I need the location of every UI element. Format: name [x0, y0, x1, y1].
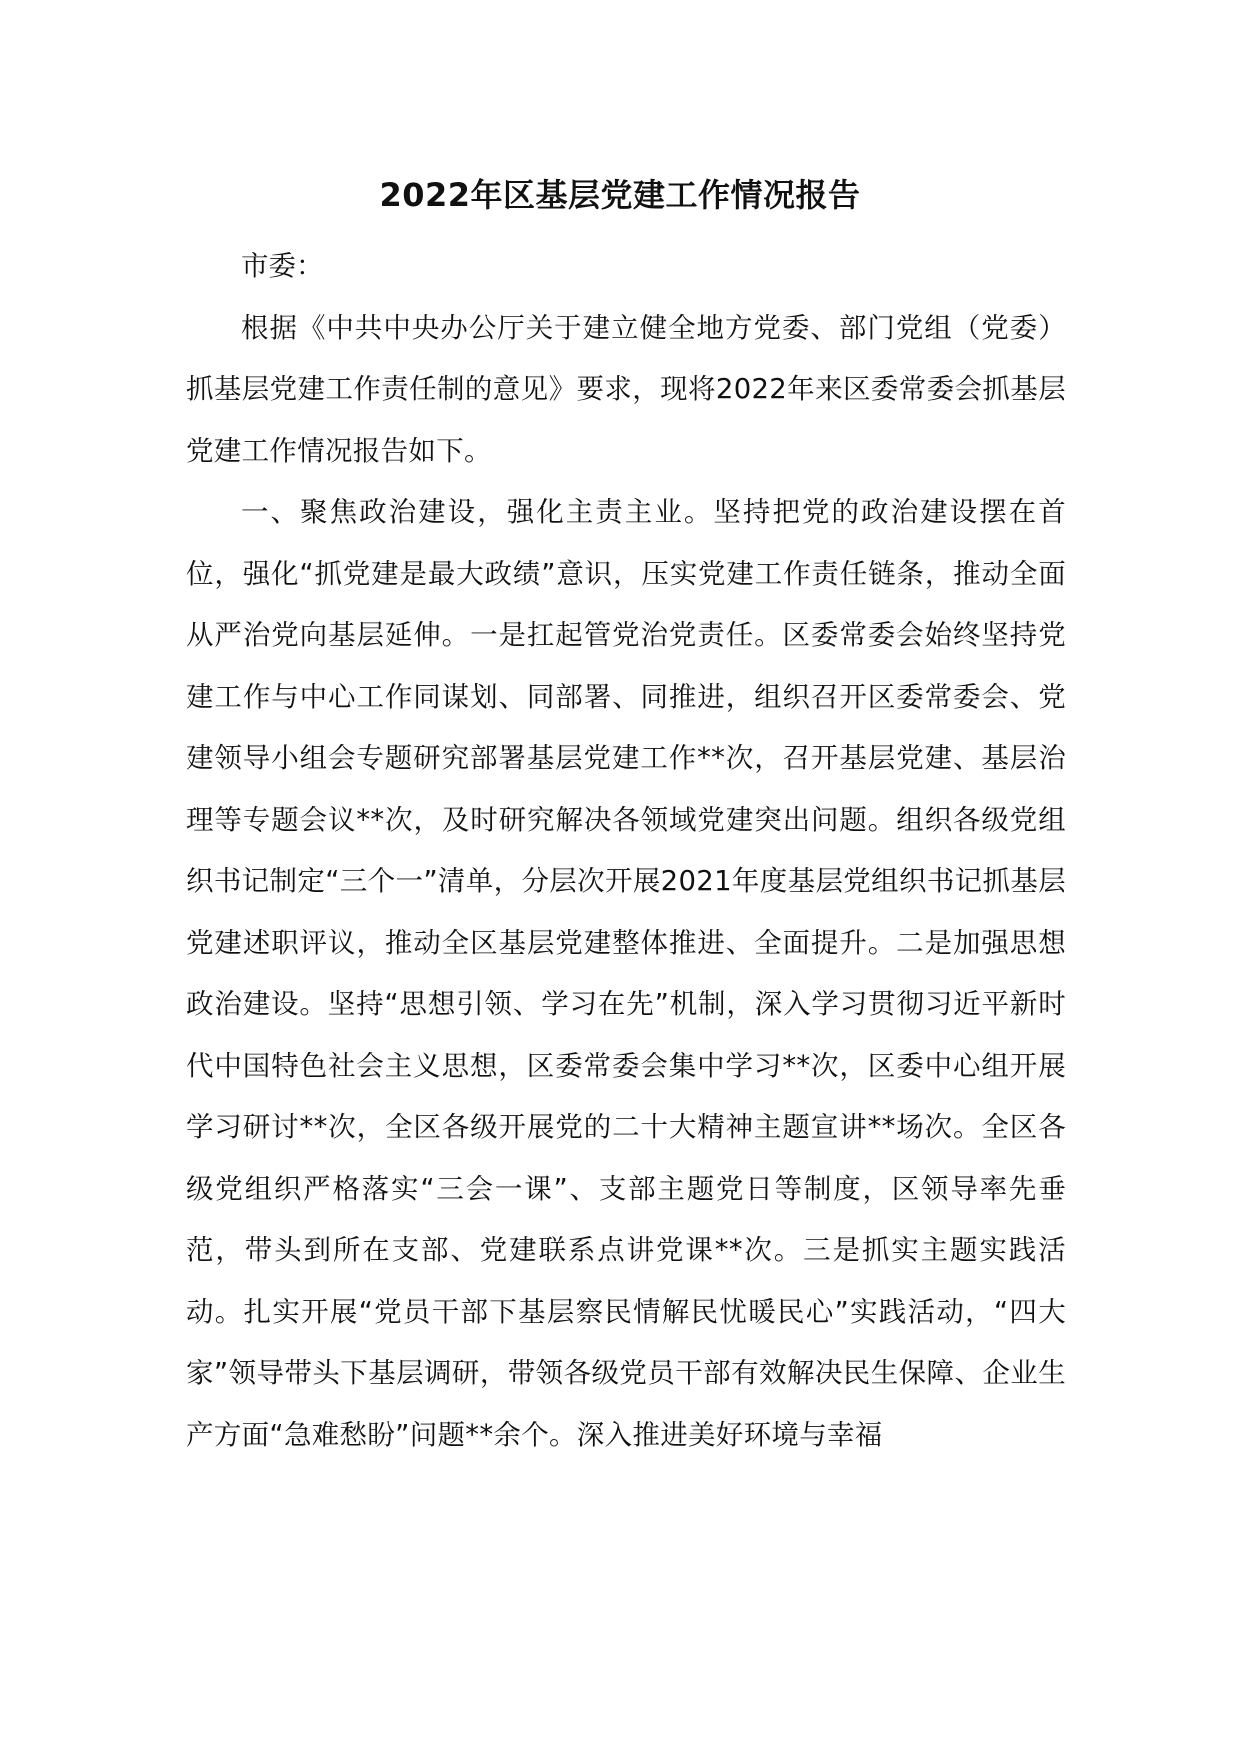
salutation: 市委： — [241, 250, 324, 282]
paragraph-intro: 根据《中共中央办公厅关于建立健全地方党委、部门党组（党委）抓基层党建工作责任制的意见》要求，现将2022年来区委常委会抓基层党建工作情况报告如下。 — [186, 311, 1066, 467]
document-title: 2022年区基层党建工作情况报告 — [379, 176, 861, 214]
document-body — [186, 236, 1066, 1466]
paragraph-section-one: 一、聚焦政治建设，强化主责主业。坚持把党的政治建设摆在首位，强化“抓党建是最大政绩”意识，压实党建工作责任链条，推动全面从严治党向基层延伸。一是扛起管党治党责任。区委常委会始终坚持党建工作与中心工作同谋划、同部署、同推进，组织召开区委常委会、党建领导小组会专题研究部署基层党建工作**次，召开基层党建、基层治理等专题会议**次，及时研究解决各领域党建突出问题。组织各级党组织书记制定“三个一”清单，分层次开展2021年度基层党组织书记抓基层党建述职评议，推动全区基层党建整体推进、全面提升。二是加强思想政治建设。坚持“思想引领、学习在先”机制，深入学习贯彻习近平新时代中国特色社会主义思想，区委常委会集中学习**次，区委中心组开展学习研讨**次，全区各级开展党的二十大精神主题宣讲**场次。全区各级党组织严格落实“三会一课”、支部主题党日等制度，区领导率先垂范，带头到所在支部、党建联系点讲党课**次。三是抓实主题实践活动。扎实开展“党员干部下基层察民情解民忧暖民心”实践活动，“四大家”领导带头下基层调研，带领各级党员干部有效解决民生保障、企业生产方面“急难愁盼”问题**余个。深入推进美好环境与幸福 — [186, 496, 1066, 1451]
